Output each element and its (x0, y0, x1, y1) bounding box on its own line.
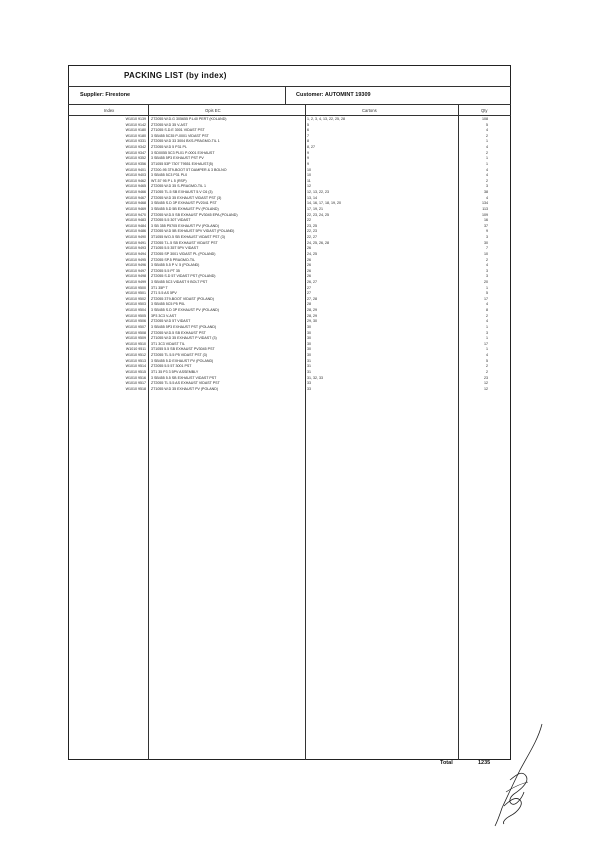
row-index: W1010 9483 (125, 218, 146, 223)
row-cartons: 12, 13, 22, 23 (307, 190, 329, 195)
total-label: Total (440, 760, 453, 766)
row-qty: 4 (486, 128, 488, 133)
row-index: W1010 9401 (125, 167, 146, 172)
row-index: W1010 9515 (125, 369, 146, 374)
column-header-qty: Qty (481, 108, 488, 113)
row-description: ZT1 5.5 AS 5PV (151, 291, 177, 296)
row-description: 3T1055 W.D.5 SB EXHAUST VIDAST PST (3) (151, 235, 225, 240)
row-cartons: 9 (307, 150, 309, 155)
row-qty: 2 (486, 133, 488, 138)
row-qty: 3 (486, 268, 488, 273)
row-description: 3 SB455 S.D 3P EXHAUST PV (POLAND) (151, 308, 219, 313)
row-cartons: 33 (307, 381, 311, 386)
row-description: ZT2055 W.D.5 SB EXHAUST PV3045 EPA (POLAND) (151, 212, 238, 217)
row-cartons: 9 (307, 156, 309, 161)
row-description: 3T1 3C3 VIDAST TIL (151, 341, 185, 346)
row-cartons: 9 (307, 161, 309, 166)
row-index: W1010 9510 (125, 341, 146, 346)
row-qty: 38 (484, 190, 488, 195)
row-description: ZT2055 5.5 PT 35 (151, 268, 180, 273)
row-index: W1010 9347 (125, 150, 146, 155)
row-index: W1010 9486 (125, 229, 146, 234)
row-qty: 12 (484, 381, 488, 386)
row-description: 3 SB455 S.D 3P EXHAUST PV2041 PST (151, 201, 217, 206)
row-description: 3T1055 5.5 SB EXHAUST PV3045 PST (151, 347, 215, 352)
row-cartons: 14, 16, 17, 18, 19, 20 (307, 201, 341, 206)
header-rule-bottom (68, 104, 511, 105)
row-qty: 3 (486, 330, 488, 335)
row-index: W1010 9468 (125, 201, 146, 206)
row-index: W1010 9462 (125, 178, 146, 183)
row-cartons: 22, 23, 24, 25 (307, 212, 329, 217)
row-description: ZT1055 W.D 35 EXHAUST P VIDAST (3) (151, 336, 217, 341)
row-index: W1010 9502 (125, 296, 146, 301)
row-index: W1010 9180 (125, 133, 146, 138)
column-header-index: Index (104, 108, 115, 113)
row-cartons: 29, 30 (307, 319, 317, 324)
row-description: ZT2055 W.D 33 3004 BXS-PRAGMO-TIL 1 (151, 139, 220, 144)
row-cartons: 26 (307, 246, 311, 251)
row-qty: 1 (486, 139, 488, 144)
row-qty: 4 (486, 167, 488, 172)
row-qty: 1 (486, 285, 488, 290)
row-cartons: 10 (307, 173, 311, 178)
row-description: 3 SB455 5P3 EXHAUST PST (POLAND) (151, 324, 217, 329)
row-description: 3T1 35 P3 3 5PV ASSEMBLY (151, 369, 199, 374)
row-cartons: 11 (307, 178, 311, 183)
row-index: W1010 9491 (125, 240, 146, 245)
row-cartons: 10 (307, 167, 311, 172)
row-qty: 4 (486, 195, 488, 200)
row-index: W1010 9356 (125, 161, 146, 166)
row-description: 3P3 3C3 V-AST (151, 313, 177, 318)
row-cartons: 28, 29 (307, 308, 317, 313)
row-qty: 2 (486, 369, 488, 374)
row-index: W1010 9180 (125, 128, 146, 133)
row-cartons: 17, 19, 21 (307, 206, 323, 211)
row-description: 3 SB455 5.D 5B EXHAUST PV (POLAND) (151, 206, 219, 211)
row-cartons: 33 (307, 386, 311, 391)
row-qty: 16 (484, 218, 488, 223)
total-value: 1235 (478, 760, 491, 766)
row-cartons: 30 (307, 336, 311, 341)
row-qty: 109 (482, 212, 488, 217)
row-index: W1010 9467 (125, 195, 146, 200)
row-cartons: 26 (307, 257, 311, 262)
row-cartons: 26, 27 (307, 279, 317, 284)
row-cartons: 30 (307, 330, 311, 335)
row-qty: 17 (484, 341, 488, 346)
row-cartons: 1, 2, 3, 4, 13, 22, 25, 28 (307, 117, 345, 121)
column-header-cartons: Cartons (362, 108, 377, 113)
row-description: 3 SB455 5C35 P-0001 VIDAST PST (151, 133, 209, 138)
row-qty: 134 (482, 201, 488, 206)
row-description: 3 SB 355 P5705 EXHAUST PV (POLAND) (151, 223, 220, 228)
row-index: W1010 9498 (125, 274, 146, 279)
row-qty: 3 (486, 184, 488, 189)
row-description: ZT2055 TL 5.5 AS EXHAUST VIDAST PST (151, 381, 220, 386)
row-cartons: 27 (307, 291, 311, 296)
row-index: W1010 9495 (125, 257, 146, 262)
row-description: ZT1055 5.5 35T 5PV VIDAST (151, 246, 199, 251)
row-qty: 2 (486, 178, 488, 183)
row-index: W1010 9331 (125, 139, 146, 144)
row-qty: 1 (486, 161, 488, 166)
row-cartons: 13, 14 (307, 195, 317, 200)
row-qty: 113 (482, 206, 488, 211)
document-title: PACKING LIST (by index) (124, 71, 227, 80)
column-header-description: Opis EC (205, 108, 221, 113)
row-index: W1010 9142 (125, 122, 146, 127)
row-index: W1010 9484 (125, 223, 146, 228)
row-index: W1010 9509 (125, 336, 146, 341)
row-qty: 4 (486, 173, 488, 178)
row-index: W1010 9490 (125, 235, 146, 240)
row-index: W1010 9501 (125, 291, 146, 296)
row-index: W1010 9139 (125, 117, 146, 121)
customer-label: Customer: AUTOMINT 19309 (296, 92, 371, 98)
row-qty: 4 (486, 353, 488, 358)
row-cartons: 22 (307, 218, 311, 223)
row-qty: 108 (482, 117, 488, 121)
row-description: ZT2055 W.D 35 V-AST (151, 122, 188, 127)
row-qty: 2 (486, 150, 488, 155)
row-description: 3 SD0055 5C3 PL01 P-0001 EXHAUST (151, 150, 215, 155)
row-description: ZT2055 W.D 35 EXHAUST VIDAST PST (3) (151, 195, 222, 200)
row-index: W1010 9470 (125, 212, 146, 217)
row-description: ZT2055 T.L.5 SB EXHAUST VIDAST PST (151, 240, 218, 245)
row-description: ZT2055 W.D.G 305655 P.L40 PERT (KOLAND) (151, 117, 227, 121)
row-qty: 5 (486, 358, 488, 363)
row-cartons: 31, 32, 33 (307, 375, 323, 380)
row-qty: 7 (486, 246, 488, 251)
row-qty: 5 (486, 291, 488, 296)
row-cartons: 31 (307, 358, 311, 363)
row-description: 3 SB455 5C3 VIDAST 9 BOLT PST (151, 279, 208, 284)
row-qty: 12 (484, 386, 488, 391)
row-qty: 1 (486, 156, 488, 161)
row-cartons: 12 (307, 184, 311, 189)
row-cartons: 31 (307, 369, 311, 374)
row-qty: 4 (486, 319, 488, 324)
row-description: ZT2055 W.D 5T VIDAST (151, 319, 191, 324)
row-qty: 37 (484, 223, 488, 228)
row-qty: 1 (486, 324, 488, 329)
row-qty: 30 (484, 240, 488, 245)
supplier-label: Supplier: Firestone (80, 92, 131, 98)
row-description: 3 SB455 5.5 SB EXHAUST VIDAST PST (151, 375, 217, 380)
row-index: W1010 9465 (125, 184, 146, 189)
row-qty: 4 (486, 302, 488, 307)
row-index: W1010 9466 (125, 190, 146, 195)
row-index: W1010 9517 (125, 381, 146, 386)
row-qty: 4 (486, 145, 488, 150)
row-cartons: 5 (307, 122, 309, 127)
row-description: 3 SB455 5.5 P V. 5 (POLAND) (151, 263, 200, 268)
table-row (0, 387, 596, 393)
row-description: WT-57 95 P L 5 (RSP) (151, 178, 187, 183)
row-cartons: 28, 29 (307, 313, 317, 318)
row-cartons: 27 (307, 285, 311, 290)
row-index: W1010 9497 (125, 268, 146, 273)
row-qty: 3 (486, 235, 488, 240)
row-cartons: 30 (307, 353, 311, 358)
row-description: 3T1055 53P 7307 T9551 EXHAUST(5) (151, 161, 213, 166)
row-index: W1010 9496 (125, 263, 146, 268)
row-cartons: 23, 25 (307, 223, 317, 228)
row-index: W1010 9511 (125, 347, 146, 352)
row-cartons: 30 (307, 341, 311, 346)
row-index: W1010 9516 (125, 375, 146, 380)
row-cartons: 27, 28 (307, 296, 317, 301)
row-index: W1010 9500 (125, 285, 146, 290)
row-description: ZT1055 S.D.E 3001 VIDAST PST (151, 128, 205, 133)
row-cartons: 8, 27 (307, 145, 315, 150)
row-cartons: 22, 23 (307, 229, 317, 234)
row-index: W1010 9505 (125, 313, 146, 318)
row-description: 3 SB455 5.D EXHAUST PV (POLAND) (151, 358, 214, 363)
row-qty: 23 (484, 375, 488, 380)
row-qty: 1 (486, 336, 488, 341)
column-header-rule (68, 115, 511, 116)
row-cartons: 8 (307, 139, 309, 144)
row-index: W1010 9508 (125, 330, 146, 335)
row-qty: 5 (486, 122, 488, 127)
row-qty: 17 (484, 296, 488, 301)
row-cartons: 31 (307, 364, 311, 369)
row-cartons: 30 (307, 347, 311, 352)
row-cartons: 22, 27 (307, 235, 317, 240)
row-qty: 8 (486, 308, 488, 313)
row-qty: 10 (484, 251, 488, 256)
row-index: W1010 9507 (125, 324, 146, 329)
row-description: ZT2055 W.D 5 P31 PL (151, 145, 187, 150)
row-cartons: 24, 25, 26, 28 (307, 240, 329, 245)
row-qty: 2 (486, 364, 488, 369)
row-description: ZT1055 TL.5 SB EXHAUST 5.V C6 (3) (151, 190, 213, 195)
row-qty: 2 (486, 313, 488, 318)
row-index: W1010 9352 (125, 156, 146, 161)
row-description: 3 SB455 5C5 P5 P0L (151, 302, 186, 307)
row-index: W1010 9493 (125, 246, 146, 251)
row-qty: 9 (486, 229, 488, 234)
row-qty: 20 (484, 279, 488, 284)
row-description: ZT2055 SP.5 PRAGMO-TIL (151, 257, 196, 262)
row-description: ZT2055 W.D 5B EXHAUST 5PV VIDAST (POLAND) (151, 229, 235, 234)
row-index: W1010 9504 (125, 308, 146, 313)
row-cartons: 28 (307, 302, 311, 307)
row-description: 3T1 35P T (151, 285, 168, 290)
row-index: W1010 9512 (125, 353, 146, 358)
row-cartons: 24, 25 (307, 251, 317, 256)
row-index: W1010 9518 (125, 386, 146, 391)
row-description: ZT2055 TL 5.5 P5 VIDAST PST (3) (151, 353, 207, 358)
row-cartons: 6 (307, 128, 309, 133)
row-description: ZT2055 3T9-BOOT VIDAST (POLAND) (151, 296, 214, 301)
row-index: W1010 9342 (125, 145, 146, 150)
row-qty: 2 (486, 257, 488, 262)
row-index: W1010 9506 (125, 319, 146, 324)
row-description: ZT2055 5.5 5T 3001 PST (151, 364, 192, 369)
row-index: W1010 9494 (125, 251, 146, 256)
row-index: W1010 9403 (125, 173, 146, 178)
row-cartons: 7 (307, 133, 309, 138)
row-qty: 1 (486, 347, 488, 352)
row-description: ZT2055 5.5 30T VIDAST (151, 218, 191, 223)
row-description: ZT2055 S.D 5T VIDAST PST (POLAND) (151, 274, 216, 279)
row-cartons: 26 (307, 263, 311, 268)
header-rule-top (68, 86, 511, 87)
row-description: ZT200-95 3T9-BOOT 5T DAMPER & 3 BOLNO (151, 167, 227, 172)
row-index: W1010 9503 (125, 302, 146, 307)
row-index: W1010 9499 (125, 279, 146, 284)
row-description: 3 SB455 5P3 EXHAUST PST PV (151, 156, 204, 161)
row-index: W1010 9513 (125, 358, 146, 363)
row-index: W1010 9514 (125, 364, 146, 369)
row-index: W1010 9469 (125, 206, 146, 211)
row-cartons: 26 (307, 268, 311, 273)
header-divider (285, 86, 286, 104)
row-description: ZT1055 W.D 35 EXHAUST PV (POLAND) (151, 386, 219, 391)
row-description: 3 SB455 5C3 P31 PL0 (151, 173, 188, 178)
handwritten-signature (480, 720, 560, 830)
row-cartons: 26 (307, 274, 311, 279)
row-description: ZT2055 W.D.5 SB EXHAUST PST (151, 330, 206, 335)
row-cartons: 30 (307, 324, 311, 329)
row-qty: 3 (486, 274, 488, 279)
row-description: ZT2055 W.D 35 S-PRAGMO-TIL 1 (151, 184, 206, 189)
row-qty: 4 (486, 263, 488, 268)
row-description: ZT2055 SP 3001 VIDAST PL (POLAND) (151, 251, 216, 256)
